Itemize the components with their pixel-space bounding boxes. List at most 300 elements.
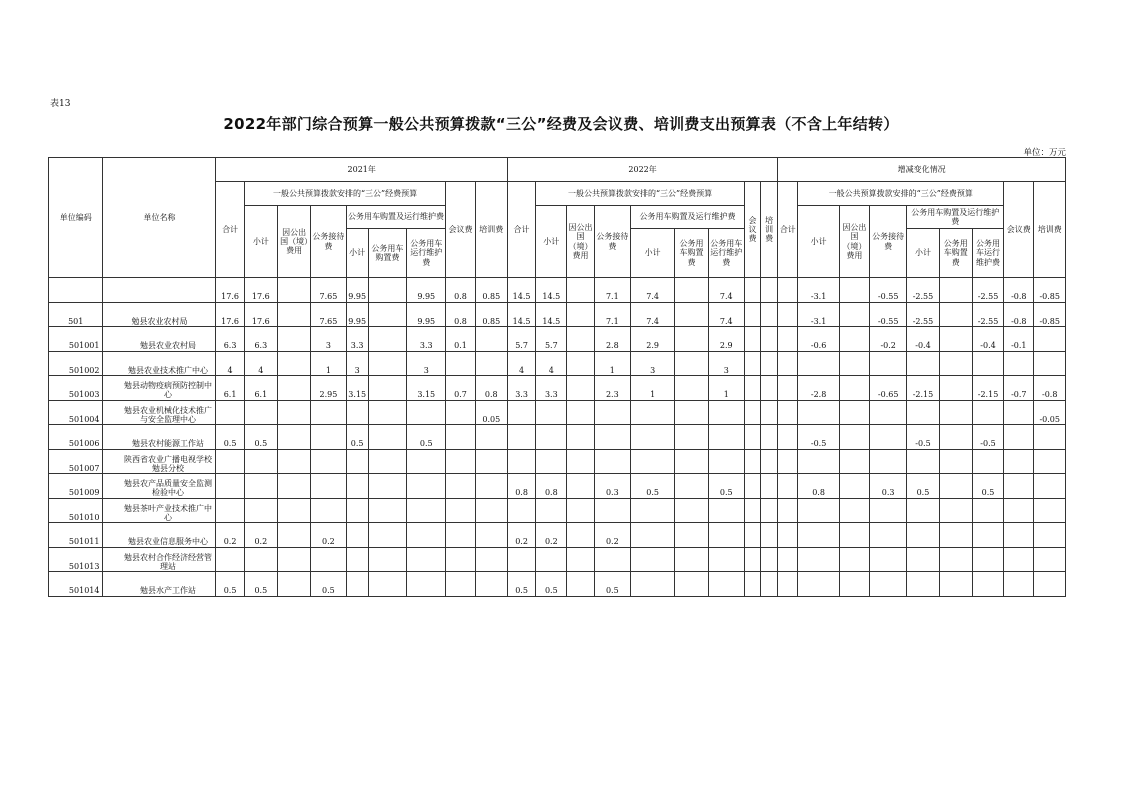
value-cell: [475, 327, 507, 352]
unit-code-cell: 501: [49, 302, 103, 327]
unit-code-cell: 501006: [49, 425, 103, 450]
unit-name-cell: 勉县农业机械化技术推广与安全监理中心: [103, 400, 216, 425]
value-cell: [744, 449, 760, 474]
value-cell: [778, 523, 798, 548]
value-cell: [778, 572, 798, 597]
header-2022-sangong: 一般公共预算拨款安排的“三公”经费预算: [536, 182, 745, 206]
value-cell: 14.5: [507, 302, 535, 327]
value-cell: 7.4: [630, 278, 674, 303]
unit-name-cell: 勉县农村能源工作站: [103, 425, 216, 450]
value-cell: [536, 449, 567, 474]
value-cell: [475, 547, 507, 572]
value-cell: [567, 474, 594, 499]
value-cell: [244, 449, 277, 474]
value-cell: [1034, 474, 1066, 499]
value-cell: [939, 302, 972, 327]
value-cell: 0.8: [475, 376, 507, 401]
value-cell: 0.2: [507, 523, 535, 548]
value-cell: [244, 547, 277, 572]
header-2021-reception: 公务接待费: [311, 206, 346, 278]
value-cell: [475, 449, 507, 474]
value-cell: [407, 547, 446, 572]
value-cell: -0.5: [907, 425, 939, 450]
value-cell: [446, 547, 475, 572]
unit-note: 单位：万元: [1023, 148, 1066, 158]
value-cell: 0.8: [507, 474, 535, 499]
unit-name-cell: 勉县农业技术推广中心: [103, 351, 216, 376]
value-cell: 0.5: [407, 425, 446, 450]
value-cell: [708, 547, 744, 572]
value-cell: [346, 474, 368, 499]
value-cell: [1004, 547, 1034, 572]
value-cell: -2.15: [907, 376, 939, 401]
value-cell: -0.7: [1004, 376, 1034, 401]
value-cell: [675, 351, 708, 376]
unit-code-cell: 501004: [49, 400, 103, 425]
header-2021-training: 培训费: [475, 182, 507, 278]
value-cell: 0.5: [630, 474, 674, 499]
value-cell: 3.3: [407, 327, 446, 352]
value-cell: [277, 400, 310, 425]
value-cell: [839, 376, 869, 401]
value-cell: -3.1: [798, 278, 839, 303]
value-cell: [778, 498, 798, 523]
value-cell: [446, 351, 475, 376]
value-cell: [675, 498, 708, 523]
value-cell: [761, 547, 778, 572]
value-cell: [798, 351, 839, 376]
value-cell: [761, 498, 778, 523]
value-cell: [1004, 449, 1034, 474]
unit-name-cell: 勉县农村合作经济经营管理站: [103, 547, 216, 572]
value-cell: 17.6: [216, 302, 244, 327]
value-cell: [675, 327, 708, 352]
value-cell: [798, 572, 839, 597]
value-cell: [798, 498, 839, 523]
value-cell: [594, 425, 630, 450]
value-cell: -0.55: [870, 302, 907, 327]
header-2021-meeting: 会议费: [446, 182, 475, 278]
value-cell: [708, 400, 744, 425]
value-cell: 0.5: [594, 572, 630, 597]
value-cell: [311, 425, 346, 450]
value-cell: [536, 400, 567, 425]
value-cell: 0.5: [972, 474, 1003, 499]
header-2022-abroad: 因公出国（境）费用: [567, 206, 594, 278]
header-change-reception: 公务接待费: [870, 206, 907, 278]
value-cell: [507, 449, 535, 474]
value-cell: 0.5: [311, 572, 346, 597]
value-cell: [708, 449, 744, 474]
unit-code-cell: 501011: [49, 523, 103, 548]
value-cell: 9.95: [407, 302, 446, 327]
value-cell: -2.55: [907, 302, 939, 327]
value-cell: 5.7: [507, 327, 535, 352]
value-cell: [761, 449, 778, 474]
value-cell: [939, 449, 972, 474]
value-cell: [216, 474, 244, 499]
value-cell: [277, 327, 310, 352]
value-cell: [907, 523, 939, 548]
value-cell: 17.6: [216, 278, 244, 303]
value-cell: [870, 547, 907, 572]
value-cell: [630, 547, 674, 572]
value-cell: [708, 498, 744, 523]
value-cell: [907, 572, 939, 597]
value-cell: 0.7: [446, 376, 475, 401]
header-change-vehicle-subtotal: 小计: [907, 229, 939, 278]
value-cell: 0.1: [446, 327, 475, 352]
value-cell: [761, 302, 778, 327]
value-cell: 2.9: [630, 327, 674, 352]
value-cell: [870, 523, 907, 548]
value-cell: [839, 449, 869, 474]
value-cell: [277, 425, 310, 450]
value-cell: [972, 523, 1003, 548]
value-cell: [972, 547, 1003, 572]
value-cell: [744, 474, 760, 499]
value-cell: -0.5: [798, 425, 839, 450]
value-cell: [368, 547, 406, 572]
value-cell: [630, 523, 674, 548]
value-cell: [368, 523, 406, 548]
value-cell: [346, 523, 368, 548]
value-cell: [1004, 498, 1034, 523]
budget-table: [48, 157, 1066, 597]
header-change-sangong: 一般公共预算拨款安排的“三公”经费预算: [798, 182, 1004, 206]
value-cell: [761, 572, 778, 597]
value-cell: [216, 498, 244, 523]
header-2022-total: 合计: [507, 182, 535, 278]
value-cell: [939, 376, 972, 401]
value-cell: 14.5: [507, 278, 535, 303]
value-cell: [1004, 425, 1034, 450]
value-cell: [675, 547, 708, 572]
value-cell: [761, 474, 778, 499]
value-cell: [475, 498, 507, 523]
value-cell: -2.55: [907, 278, 939, 303]
value-cell: [907, 498, 939, 523]
value-cell: [311, 474, 346, 499]
value-cell: -0.2: [870, 327, 907, 352]
value-cell: 0.5: [244, 425, 277, 450]
value-cell: [536, 547, 567, 572]
value-cell: 7.65: [311, 278, 346, 303]
value-cell: [972, 449, 1003, 474]
value-cell: [346, 400, 368, 425]
value-cell: 2.8: [594, 327, 630, 352]
value-cell: 0.2: [244, 523, 277, 548]
unit-code-cell: 501003: [49, 376, 103, 401]
unit-code-cell: 501010: [49, 498, 103, 523]
value-cell: [1004, 351, 1034, 376]
value-cell: [744, 523, 760, 548]
value-cell: [939, 498, 972, 523]
value-cell: [870, 449, 907, 474]
value-cell: [567, 400, 594, 425]
value-cell: [1034, 327, 1066, 352]
value-cell: [475, 425, 507, 450]
value-cell: [798, 449, 839, 474]
header-2022-subtotal: 小计: [536, 206, 567, 278]
value-cell: [630, 498, 674, 523]
value-cell: [507, 498, 535, 523]
value-cell: [939, 547, 972, 572]
value-cell: [939, 572, 972, 597]
value-cell: [708, 572, 744, 597]
value-cell: [216, 449, 244, 474]
value-cell: [907, 351, 939, 376]
header-change-total: 合计: [778, 182, 798, 278]
value-cell: [939, 327, 972, 352]
value-cell: 0.5: [907, 474, 939, 499]
value-cell: -0.85: [1034, 278, 1066, 303]
value-cell: [446, 523, 475, 548]
value-cell: [839, 547, 869, 572]
value-cell: [346, 498, 368, 523]
value-cell: [1034, 351, 1066, 376]
value-cell: [839, 474, 869, 499]
value-cell: 3: [708, 351, 744, 376]
value-cell: [972, 400, 1003, 425]
value-cell: 0.8: [798, 474, 839, 499]
value-cell: [870, 572, 907, 597]
header-2021-vehicle: 公务用车购置及运行维护费: [346, 206, 446, 229]
value-cell: [761, 351, 778, 376]
value-cell: [972, 572, 1003, 597]
value-cell: [567, 547, 594, 572]
header-unit-name: 单位名称: [103, 158, 216, 278]
value-cell: [311, 400, 346, 425]
page-title: 2022年部门综合预算一般公共预算拨款“三公”经费及会议费、培训费支出预算表（不含上年结转）: [223, 115, 899, 133]
value-cell: [277, 547, 310, 572]
value-cell: -3.1: [798, 302, 839, 327]
value-cell: [216, 400, 244, 425]
unit-name-cell: 勉县动物疫病预防控制中心: [103, 376, 216, 401]
value-cell: [744, 278, 760, 303]
value-cell: 0.5: [244, 572, 277, 597]
value-cell: [368, 278, 406, 303]
header-2022-meeting: 会议费: [744, 182, 760, 278]
value-cell: [446, 572, 475, 597]
value-cell: [1004, 572, 1034, 597]
unit-name-cell: 勉县农业农村局: [103, 302, 216, 327]
value-cell: [277, 376, 310, 401]
header-year-2022: 2022年: [507, 158, 777, 182]
value-cell: 3: [311, 327, 346, 352]
table-row: [49, 523, 1066, 548]
value-cell: -0.5: [972, 425, 1003, 450]
value-cell: [446, 425, 475, 450]
value-cell: [778, 474, 798, 499]
value-cell: [972, 498, 1003, 523]
value-cell: [778, 351, 798, 376]
value-cell: [939, 474, 972, 499]
value-cell: [368, 449, 406, 474]
value-cell: [761, 376, 778, 401]
value-cell: [675, 449, 708, 474]
value-cell: [567, 351, 594, 376]
table-row: [49, 449, 1066, 474]
header-2022-vehicle-operation: 公务用车运行维护费: [708, 229, 744, 278]
value-cell: [277, 302, 310, 327]
value-cell: [939, 351, 972, 376]
table-row: [49, 425, 1066, 450]
value-cell: 0.8: [446, 278, 475, 303]
header-change-meeting: 会议费: [1004, 182, 1034, 278]
header-change-training: 培训费: [1034, 182, 1066, 278]
table-row: [49, 327, 1066, 352]
value-cell: [630, 425, 674, 450]
value-cell: [1004, 523, 1034, 548]
value-cell: 3.3: [536, 376, 567, 401]
value-cell: 0.8: [446, 302, 475, 327]
value-cell: 9.95: [346, 302, 368, 327]
value-cell: [311, 547, 346, 572]
value-cell: 4: [507, 351, 535, 376]
value-cell: -0.6: [798, 327, 839, 352]
header-2022-training: 培训费: [761, 182, 778, 278]
value-cell: [675, 278, 708, 303]
value-cell: [446, 498, 475, 523]
value-cell: -2.55: [972, 278, 1003, 303]
value-cell: [368, 498, 406, 523]
value-cell: [244, 400, 277, 425]
value-cell: 0.2: [311, 523, 346, 548]
value-cell: -2.15: [972, 376, 1003, 401]
value-cell: [277, 474, 310, 499]
value-cell: [798, 523, 839, 548]
value-cell: [778, 376, 798, 401]
value-cell: [567, 376, 594, 401]
value-cell: [778, 425, 798, 450]
value-cell: [368, 425, 406, 450]
value-cell: [761, 327, 778, 352]
value-cell: [277, 449, 310, 474]
value-cell: [594, 547, 630, 572]
value-cell: [907, 547, 939, 572]
value-cell: [407, 474, 446, 499]
value-cell: [907, 400, 939, 425]
value-cell: [798, 400, 839, 425]
value-cell: 14.5: [536, 302, 567, 327]
unit-code-cell: 501002: [49, 351, 103, 376]
value-cell: [939, 425, 972, 450]
unit-name-cell: 勉县水产工作站: [103, 572, 216, 597]
unit-name-cell: 勉县农业农村局: [103, 327, 216, 352]
value-cell: 14.5: [536, 278, 567, 303]
value-cell: [1004, 400, 1034, 425]
value-cell: 0.85: [475, 302, 507, 327]
value-cell: [1034, 572, 1066, 597]
value-cell: -0.4: [907, 327, 939, 352]
value-cell: [675, 572, 708, 597]
value-cell: 7.65: [311, 302, 346, 327]
value-cell: 0.5: [507, 572, 535, 597]
value-cell: 4: [216, 351, 244, 376]
value-cell: 0.3: [870, 474, 907, 499]
value-cell: [839, 498, 869, 523]
value-cell: [368, 302, 406, 327]
header-2022-vehicle-subtotal: 小计: [630, 229, 674, 278]
value-cell: [1034, 498, 1066, 523]
value-cell: [839, 523, 869, 548]
unit-code-cell: 501009: [49, 474, 103, 499]
value-cell: 2.9: [708, 327, 744, 352]
value-cell: -2.55: [972, 302, 1003, 327]
value-cell: [567, 572, 594, 597]
unit-name-cell: 陕西省农业广播电视学校勉县分校: [103, 449, 216, 474]
value-cell: [446, 449, 475, 474]
value-cell: [507, 400, 535, 425]
value-cell: [839, 302, 869, 327]
value-cell: 0.2: [216, 523, 244, 548]
value-cell: [346, 572, 368, 597]
value-cell: [744, 302, 760, 327]
value-cell: [870, 400, 907, 425]
value-cell: [1004, 474, 1034, 499]
value-cell: [1034, 523, 1066, 548]
value-cell: 1: [594, 351, 630, 376]
value-cell: [675, 523, 708, 548]
value-cell: [368, 327, 406, 352]
value-cell: [407, 400, 446, 425]
value-cell: [594, 498, 630, 523]
value-cell: 6.3: [216, 327, 244, 352]
header-change-subtotal: 小计: [798, 206, 839, 278]
table-body: [49, 278, 1066, 597]
value-cell: [744, 351, 760, 376]
value-cell: 6.1: [244, 376, 277, 401]
value-cell: [744, 498, 760, 523]
table-row: [49, 376, 1066, 401]
value-cell: [744, 572, 760, 597]
value-cell: [475, 351, 507, 376]
value-cell: [277, 351, 310, 376]
header-change-vehicle: 公务用车购置及运行维护费: [907, 206, 1004, 229]
header-2021-abroad: 因公出国（境）费用: [277, 206, 310, 278]
value-cell: [778, 547, 798, 572]
value-cell: [567, 302, 594, 327]
value-cell: [744, 425, 760, 450]
value-cell: [778, 278, 798, 303]
header-unit-code: 单位编码: [49, 158, 103, 278]
table-row: [49, 302, 1066, 327]
value-cell: [594, 400, 630, 425]
header-year-2021: 2021年: [216, 158, 507, 182]
value-cell: [870, 498, 907, 523]
table-row: [49, 474, 1066, 499]
value-cell: [567, 523, 594, 548]
value-cell: [567, 498, 594, 523]
value-cell: [407, 449, 446, 474]
value-cell: 3.15: [407, 376, 446, 401]
value-cell: 2.3: [594, 376, 630, 401]
value-cell: [368, 572, 406, 597]
unit-name-cell: 勉县农业信息服务中心: [103, 523, 216, 548]
header-2021-total: 合计: [216, 182, 244, 278]
value-cell: 17.6: [244, 302, 277, 327]
value-cell: [536, 498, 567, 523]
value-cell: [778, 302, 798, 327]
value-cell: [630, 400, 674, 425]
value-cell: 4: [536, 351, 567, 376]
header-2021-vehicle-purchase: 公务用车购置费: [368, 229, 406, 278]
value-cell: 3: [630, 351, 674, 376]
value-cell: [368, 351, 406, 376]
value-cell: 9.95: [346, 278, 368, 303]
value-cell: [870, 425, 907, 450]
